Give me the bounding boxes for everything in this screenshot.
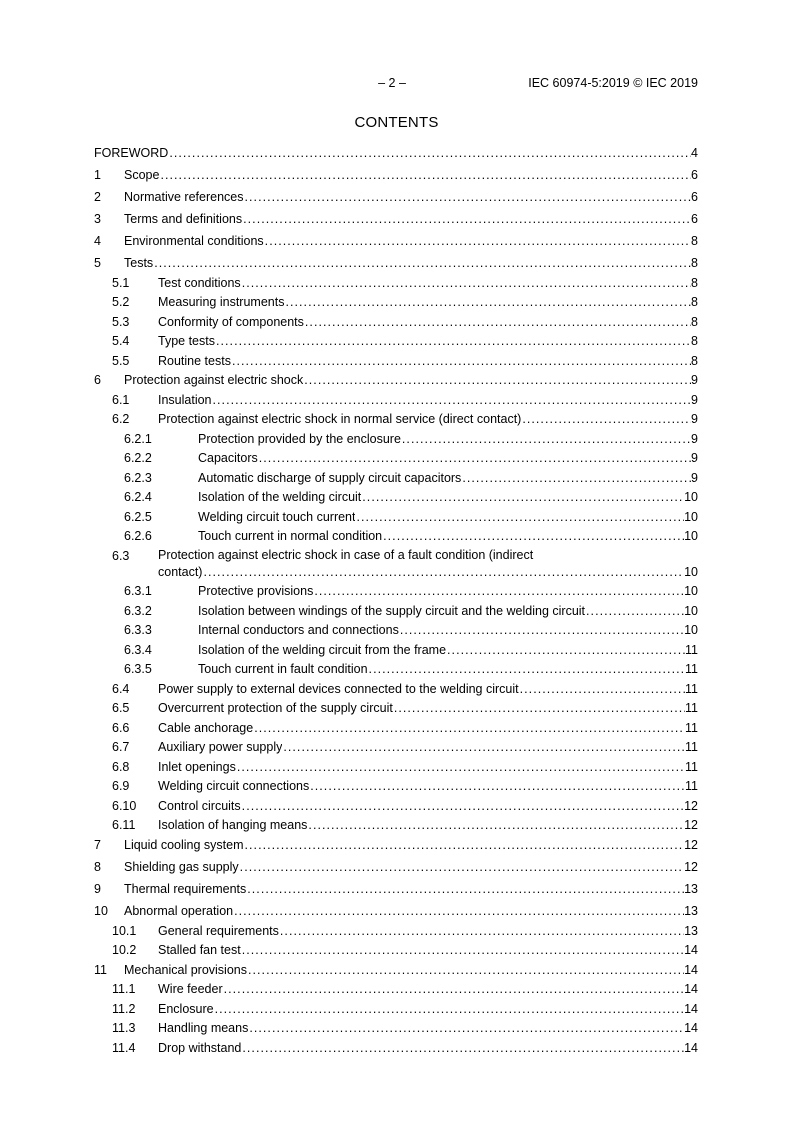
toc-entry-number: 5.5	[112, 353, 130, 368]
toc-entry-page: 13	[684, 904, 698, 919]
toc-entry-title: Welding circuit touch current	[198, 509, 356, 524]
dot-leader	[264, 232, 691, 252]
toc-entry-title: Environmental conditions	[124, 234, 264, 249]
toc-entry-page: 10	[684, 603, 698, 618]
toc-entry-6-3-2[interactable]	[94, 602, 698, 622]
toc-entry-title: Test conditions	[158, 275, 241, 290]
toc-entry-page: 11	[685, 779, 698, 794]
toc-entry-page: 6	[691, 212, 698, 227]
toc-entry-title: Normative references	[124, 190, 244, 205]
dot-leader	[304, 313, 691, 333]
toc-entry-number: 6.2.1	[124, 431, 152, 446]
toc-entry-page: 12	[684, 818, 698, 833]
dot-leader	[236, 758, 685, 778]
toc-entry-6-3[interactable]	[94, 547, 698, 583]
toc-entry-page: 8	[691, 295, 698, 310]
toc-entry-page: 11	[685, 720, 698, 735]
toc-entry-11-1[interactable]	[94, 980, 698, 1000]
toc-entry-page: 11	[685, 701, 698, 716]
toc-entry-6-4[interactable]	[94, 680, 698, 700]
dot-leader	[303, 371, 691, 391]
toc-entry-number: 6.3.4	[124, 642, 152, 657]
dot-leader	[244, 188, 692, 208]
toc-entry-number: 6.3	[112, 548, 130, 563]
dot-leader	[233, 902, 684, 922]
toc-entry-title: Enclosure	[158, 1001, 214, 1016]
toc-entry-1[interactable]	[94, 166, 698, 186]
toc-entry-6[interactable]	[94, 371, 698, 391]
dot-leader	[393, 699, 685, 719]
toc-entry-number: 6.6	[112, 720, 130, 735]
toc-entry-6-3-3[interactable]	[94, 621, 698, 641]
toc-entry-title: Cable anchorage	[158, 720, 254, 735]
toc-entry-title-line1: Protection against electric shock in case of a fault condition (indirect	[158, 547, 534, 562]
toc-entry-number: 6.3.1	[124, 584, 152, 599]
dot-leader	[521, 410, 691, 430]
toc-entry-title: Touch current in fault condition	[198, 662, 368, 677]
toc-entry-title: Abnormal operation	[124, 904, 234, 919]
toc-entry-number: 6.5	[112, 701, 130, 716]
toc-entry-title: Protection provided by the enclosure	[198, 431, 401, 446]
toc-entry-6-2-5[interactable]	[94, 508, 698, 528]
toc-entry-page: 11	[685, 740, 698, 755]
toc-entry-title: FOREWORD	[94, 146, 169, 160]
toc-entry-title: Shielding gas supply	[124, 860, 239, 875]
toc-entry-page: 9	[691, 431, 698, 446]
toc-entry-5-4[interactable]	[94, 332, 698, 352]
dot-leader	[215, 332, 691, 352]
toc-entry-page: 8	[691, 256, 698, 271]
toc-entry-title: Inlet openings	[158, 759, 236, 774]
toc-entry-number: 6.2.2	[124, 451, 152, 466]
toc-entry-3[interactable]	[94, 210, 698, 230]
table-of-contents	[94, 144, 698, 1058]
toc-entry-page: 13	[684, 882, 698, 897]
toc-entry-title: Touch current in normal condition	[198, 529, 383, 544]
toc-entry-5-3[interactable]	[94, 313, 698, 333]
toc-entry-title: Liquid cooling system	[124, 837, 244, 852]
toc-entry-6-3-1[interactable]	[94, 582, 698, 602]
toc-entry-number: 6.2	[112, 412, 130, 427]
dot-leader	[241, 1039, 684, 1059]
toc-entry-number: 5.2	[112, 295, 130, 310]
toc-entry-page: 11	[685, 662, 698, 677]
toc-entry-page: 9	[691, 373, 698, 388]
toc-entry-page: 10	[684, 564, 698, 579]
toc-entry-4[interactable]	[94, 232, 698, 252]
dot-leader	[382, 527, 684, 547]
toc-entry-6-3-4[interactable]	[94, 641, 698, 661]
toc-entry-page: 13	[684, 923, 698, 938]
dot-leader	[585, 602, 684, 622]
toc-entry-number: 5.1	[112, 275, 130, 290]
toc-entry-number: 6.9	[112, 779, 130, 794]
toc-entry-number: 6.2.3	[124, 470, 152, 485]
toc-entry-title: Tests	[124, 256, 154, 271]
toc-entry-6-3-5[interactable]	[94, 660, 698, 680]
toc-entry-number: 8	[94, 860, 101, 875]
toc-entry-title: Isolation between windings of the supply circuit and the welding circuit	[198, 603, 586, 618]
toc-entry-11-2[interactable]	[94, 1000, 698, 1020]
toc-entry-title: Isolation of the welding circuit from the frame	[198, 642, 447, 657]
toc-entry-title: Protection against electric shock in normal service (direct contact)	[158, 412, 522, 427]
dot-leader	[282, 738, 685, 758]
toc-entry-page: 10	[684, 529, 698, 544]
toc-entry-6-2-6[interactable]	[94, 527, 698, 547]
toc-entry-title: Thermal requirements	[124, 882, 247, 897]
contents-title: CONTENTS	[354, 114, 439, 131]
toc-entry-title: Conformity of components	[158, 314, 304, 329]
toc-entry-11-3[interactable]	[94, 1019, 698, 1039]
toc-entry-title: Welding circuit connections	[158, 779, 310, 794]
dot-leader	[159, 166, 691, 186]
dot-leader	[253, 719, 685, 739]
toc-entry-title: Internal conductors and connections	[198, 623, 399, 638]
toc-entry-6-2-2[interactable]	[94, 449, 698, 469]
toc-entry-page: 14	[684, 982, 698, 997]
dot-leader	[519, 680, 685, 700]
toc-entry-page: 4	[691, 146, 698, 160]
dot-leader	[461, 469, 691, 489]
toc-entry-page: 11	[685, 681, 698, 696]
toc-entry-5-1[interactable]	[94, 274, 698, 294]
toc-entry-page: 12	[684, 798, 698, 813]
toc-entry-page: 10	[684, 623, 698, 638]
toc-entry-title: Terms and definitions	[124, 212, 243, 227]
toc-entry-5-2[interactable]	[94, 293, 698, 313]
toc-entry-title: Measuring instruments	[158, 295, 285, 310]
toc-entry-number: 6.3.3	[124, 623, 152, 638]
dot-leader	[239, 858, 684, 878]
toc-entry-page: 8	[691, 275, 698, 290]
dot-leader	[258, 449, 691, 469]
dot-leader	[248, 1019, 684, 1039]
dot-leader	[247, 961, 684, 981]
dot-leader	[153, 254, 691, 274]
standard-reference: IEC 60974-5:2019 © IEC 2019	[528, 76, 698, 90]
toc-entry-number: 6.7	[112, 740, 130, 755]
toc-entry-6-1[interactable]	[94, 391, 698, 411]
toc-entry-page: 10	[684, 490, 698, 505]
toc-entry-6-2[interactable]	[94, 410, 698, 430]
toc-entry-page: 11	[685, 642, 698, 657]
toc-entry-number: 2	[94, 190, 101, 205]
toc-entry-number: 4	[94, 234, 101, 249]
toc-entry-5[interactable]	[94, 254, 698, 274]
toc-entry-title: General requirements	[158, 923, 279, 938]
toc-entry-title: Power supply to external devices connected to the welding circuit	[158, 681, 519, 696]
toc-entry-page: 14	[684, 943, 698, 958]
dot-leader	[241, 941, 684, 961]
toc-entry-page: 6	[691, 168, 698, 183]
toc-entry-page: 9	[691, 392, 698, 407]
toc-entry-10[interactable]	[94, 902, 698, 922]
toc-entry-title: Type tests	[158, 334, 215, 349]
toc-entry-page: 11	[685, 759, 698, 774]
toc-entry-page: 10	[684, 509, 698, 524]
toc-entry-5-5[interactable]	[94, 352, 698, 372]
toc-entry-title: Isolation of hanging means	[158, 818, 308, 833]
toc-entry-title: Control circuits	[158, 798, 241, 813]
toc-entry-title: Drop withstand	[158, 1040, 242, 1055]
toc-entry-11-4[interactable]	[94, 1039, 698, 1059]
toc-entry-10-2[interactable]	[94, 941, 698, 961]
toc-entry-title: Mechanical provisions	[124, 962, 247, 977]
toc-entry-6-6[interactable]	[94, 719, 698, 739]
dot-leader	[231, 352, 691, 372]
dot-leader	[241, 797, 684, 817]
toc-entry-6-2-3[interactable]	[94, 469, 698, 489]
dot-leader	[223, 980, 684, 1000]
toc-entry-number: 6.2.5	[124, 509, 152, 524]
toc-entry-number: 6.4	[112, 681, 130, 696]
page-number: – 2 –	[378, 76, 406, 90]
dot-leader	[279, 922, 684, 942]
toc-entry-number: 6.3.5	[124, 662, 152, 677]
toc-entry-page: 8	[691, 353, 698, 368]
toc-entry-10-1[interactable]	[94, 922, 698, 942]
toc-entry-page: 6	[691, 190, 698, 205]
toc-entry-title: Stalled fan test	[158, 943, 241, 958]
toc-entry-page: 14	[684, 1040, 698, 1055]
toc-entry-number: 6.3.2	[124, 603, 152, 618]
toc-entry-number: 6	[94, 373, 101, 388]
dot-leader	[202, 563, 684, 583]
toc-entry-6-2-1[interactable]	[94, 430, 698, 450]
dot-leader	[244, 836, 685, 856]
toc-entry-8[interactable]	[94, 858, 698, 878]
toc-entry-number: 9	[94, 882, 101, 897]
toc-entry-number: 10	[94, 904, 108, 919]
toc-entry-6-8[interactable]	[94, 758, 698, 778]
toc-entry-9[interactable]	[94, 880, 698, 900]
dot-leader	[399, 621, 684, 641]
toc-entry-2[interactable]	[94, 188, 698, 208]
toc-entry-6-10[interactable]	[94, 797, 698, 817]
toc-entry-number: 6.2.4	[124, 490, 152, 505]
toc-entry-page: 14	[684, 1001, 698, 1016]
toc-entry-number: 7	[94, 837, 101, 852]
dot-leader	[241, 274, 691, 294]
dot-leader	[242, 210, 691, 230]
toc-entry-number: 11	[94, 962, 107, 977]
toc-entry-6-9[interactable]	[94, 777, 698, 797]
toc-entry-page: 12	[684, 837, 698, 852]
toc-entry-number: 11.4	[112, 1040, 136, 1055]
dot-leader	[368, 660, 685, 680]
toc-entry-title: Capacitors	[198, 451, 258, 466]
toc-entry-page: 8	[691, 314, 698, 329]
toc-entry-number: 6.10	[112, 798, 137, 813]
toc-entry-number: 1	[94, 168, 101, 183]
dot-leader	[309, 777, 685, 797]
toc-entry-title: Scope	[124, 168, 160, 183]
toc-entry-6-2-4[interactable]	[94, 488, 698, 508]
toc-entry-title: Wire feeder	[158, 982, 223, 997]
toc-entry-title: Protection against electric shock	[124, 373, 304, 388]
toc-entry-title: Insulation	[158, 392, 212, 407]
toc-entry-title: Overcurrent protection of the supply circuit	[158, 701, 393, 716]
toc-entry-page: 9	[691, 470, 698, 485]
toc-entry-number: 6.1	[112, 392, 130, 407]
toc-entry-number: 10.2	[112, 943, 137, 958]
toc-entry-title-line2: contact)	[158, 564, 203, 579]
dot-leader	[361, 488, 684, 508]
toc-entry-number: 5	[94, 256, 101, 271]
toc-entry-number: 11.3	[112, 1021, 136, 1036]
dot-leader	[355, 508, 684, 528]
toc-entry-page: 10	[684, 584, 698, 599]
toc-entry-number: 6.8	[112, 759, 130, 774]
toc-entry-number: 10.1	[112, 923, 137, 938]
toc-entry-page: 14	[684, 962, 698, 977]
toc-entry-title: Routine tests	[158, 353, 231, 368]
toc-entry-title: Isolation of the welding circuit	[198, 490, 362, 505]
dot-leader	[307, 816, 684, 836]
toc-entry-page: 14	[684, 1021, 698, 1036]
toc-entry-6-7[interactable]	[94, 738, 698, 758]
toc-entry-number: 6.11	[112, 818, 136, 833]
dot-leader	[446, 641, 685, 661]
toc-entry-title: Automatic discharge of supply circuit capacitors	[198, 470, 462, 485]
toc-entry-number: 6.2.6	[124, 529, 152, 544]
toc-entry-number: 5.3	[112, 314, 130, 329]
toc-entry-title: Handling means	[158, 1021, 249, 1036]
toc-entry-number: 11.1	[112, 982, 136, 997]
toc-entry-page: 8	[691, 234, 698, 249]
toc-entry-6-5[interactable]	[94, 699, 698, 719]
toc-entry-title: Auxiliary power supply	[158, 740, 283, 755]
toc-entry-7[interactable]	[94, 836, 698, 856]
toc-entry-6-11[interactable]	[94, 816, 698, 836]
toc-entry-page: 9	[691, 451, 698, 466]
toc-entry-title: Protective provisions	[198, 584, 314, 599]
dot-leader	[168, 144, 691, 164]
toc-entry-page: 9	[691, 412, 698, 427]
toc-entry-page: 12	[684, 860, 698, 875]
toc-entry-number: 5.4	[112, 334, 130, 349]
toc-entry-foreword[interactable]	[94, 144, 698, 164]
toc-entry-11[interactable]	[94, 961, 698, 981]
toc-entry-number: 3	[94, 212, 101, 227]
toc-entry-page: 8	[691, 334, 698, 349]
dot-leader	[401, 430, 691, 450]
dot-leader	[246, 880, 684, 900]
dot-leader	[212, 391, 692, 411]
dot-leader	[284, 293, 691, 313]
dot-leader	[313, 582, 684, 602]
dot-leader	[214, 1000, 685, 1020]
toc-entry-number: 11.2	[112, 1001, 136, 1016]
